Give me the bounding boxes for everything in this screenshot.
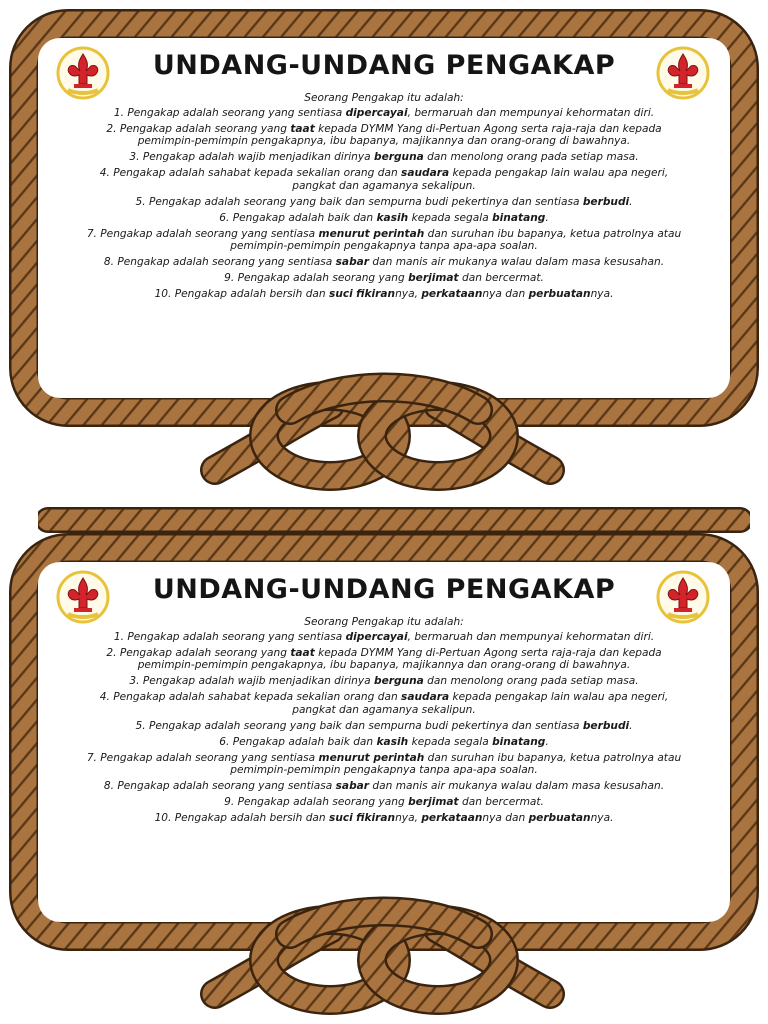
law-item <box>86 196 682 209</box>
law-text: . <box>629 195 633 208</box>
law-number: 4. <box>99 691 114 704</box>
law-keyword: perbuatan <box>528 288 591 301</box>
law-text: , bermaruah dan mempunyai kehormatan diri. <box>407 106 655 119</box>
law-text: Pengakap adalah seorang yang baik dan sempurna budi pekertinya dan sentiasa <box>148 719 583 732</box>
law-keyword: berjimat <box>408 272 459 285</box>
law-text: Pengakap adalah seorang yang sentiasa <box>127 106 346 119</box>
law-list <box>86 631 682 825</box>
scout-law-card-top <box>0 0 768 500</box>
law-text: dan menolong orang pada setiap masa. <box>423 675 639 688</box>
law-number: 6. <box>219 211 233 224</box>
scout-law-card-bottom <box>0 524 768 1024</box>
page-title: UNDANG-UNDANG PENGAKAP <box>152 50 616 81</box>
law-item <box>86 167 682 192</box>
law-keyword: binatang <box>492 735 546 748</box>
law-number: 9. <box>224 796 238 809</box>
law-text-block <box>86 616 682 828</box>
law-keyword: perkataan <box>421 812 483 825</box>
law-item <box>86 675 682 688</box>
law-number: 6. <box>219 735 233 748</box>
law-number: 1. <box>113 106 128 119</box>
law-text: dan bercermat. <box>458 796 544 809</box>
law-keyword: perbuatan <box>528 812 591 825</box>
law-keyword: dipercayai <box>345 630 408 643</box>
law-text: dan menolong orang pada setiap masa. <box>423 151 639 164</box>
law-intro: Seorang Pengakap itu adalah: <box>304 616 464 628</box>
law-item <box>86 272 682 285</box>
law-item <box>86 647 682 672</box>
law-text: . <box>629 719 633 732</box>
law-item <box>86 720 682 733</box>
law-item <box>86 212 682 225</box>
law-text: kepada pengakap lain walau apa negeri, pangkat dan agamanya sekalipun. <box>292 167 669 192</box>
law-text: dan bercermat. <box>458 272 544 285</box>
law-number: 2. <box>106 646 120 659</box>
law-text: dan manis air mukanya walau dalam masa kesusahan. <box>369 256 665 269</box>
law-text: Pengakap adalah baik dan <box>232 735 377 748</box>
law-keyword: binatang <box>492 211 546 224</box>
law-number: 10. <box>154 812 175 825</box>
law-number: 7. <box>86 751 101 764</box>
law-text: Pengakap adalah wajib menjadikan dirinya <box>142 675 374 688</box>
law-number: 2. <box>106 122 120 135</box>
law-text: nya, <box>395 812 422 825</box>
law-number: 3. <box>129 675 143 688</box>
law-text: . <box>545 211 549 224</box>
law-keyword: menurut perintah <box>318 227 425 240</box>
law-number: 8. <box>103 256 118 269</box>
law-number: 10. <box>154 288 175 301</box>
law-text: Pengakap adalah seorang yang sentiasa <box>117 256 336 269</box>
law-text: Pengakap adalah wajib menjadikan dirinya <box>142 151 374 164</box>
law-item <box>86 796 682 809</box>
law-keyword: berjimat <box>408 796 459 809</box>
law-text: Pengakap adalah seorang yang sentiasa <box>117 780 336 793</box>
law-keyword: suci <box>329 288 353 301</box>
law-item <box>86 631 682 644</box>
law-keyword: fikiran <box>356 812 396 825</box>
law-number: 5. <box>135 719 149 732</box>
law-text: kepada pengakap lain walau apa negeri, pangkat dan agamanya sekalipun. <box>292 691 669 716</box>
law-list <box>86 107 682 301</box>
law-text: , bermaruah dan mempunyai kehormatan diri. <box>407 630 655 643</box>
law-number: 8. <box>103 780 118 793</box>
law-item <box>86 256 682 269</box>
law-text: Pengakap adalah seorang yang baik dan sempurna budi pekertinya dan sentiasa <box>148 195 583 208</box>
law-number: 3. <box>129 151 143 164</box>
law-item <box>86 123 682 148</box>
law-number: 5. <box>135 195 149 208</box>
law-text: dan suruhan ibu bapanya, ketua patrolnya atau pemimpin-pemimpin pengakapnya tanpa apa-apa soalan. <box>230 227 682 253</box>
law-number: 1. <box>113 630 128 643</box>
law-number: 9. <box>224 272 238 285</box>
law-text: Pengakap adalah seorang yang <box>237 272 409 285</box>
law-keyword: berbudi <box>582 195 630 208</box>
law-item <box>86 288 682 301</box>
law-number: 4. <box>99 167 114 180</box>
law-text: kepada DYMM Yang di-Pertuan Agong serta raja-raja dan kepada pemimpin-pemimpin pengakapnya, ibu bapanya, majikannya dan orang-orang di bawahnya. <box>137 122 662 148</box>
law-text: Pengakap adalah bersih dan <box>174 812 330 825</box>
law-text: Pengakap adalah sahabat kepada sekalian orang dan <box>113 167 402 180</box>
law-item <box>86 691 682 716</box>
law-text: Pengakap adalah bersih dan <box>174 288 330 301</box>
law-item <box>86 812 682 825</box>
law-keyword: berbudi <box>582 719 630 732</box>
law-text: kepada segala <box>408 211 493 224</box>
law-text: Pengakap adalah seorang yang <box>119 122 291 135</box>
law-item <box>86 780 682 793</box>
law-item <box>86 752 682 777</box>
law-text: nya dan <box>482 812 529 825</box>
law-keyword: sabar <box>335 256 370 269</box>
law-number: 7. <box>86 227 101 240</box>
law-item <box>86 151 682 164</box>
law-keyword: berguna <box>373 675 424 688</box>
law-keyword: kasih <box>376 211 409 224</box>
law-text: kepada segala <box>408 735 493 748</box>
law-keyword: sabar <box>335 780 370 793</box>
law-text: . <box>545 735 549 748</box>
law-keyword: saudara <box>401 691 450 704</box>
law-keyword: fikiran <box>356 288 396 301</box>
page-title: UNDANG-UNDANG PENGAKAP <box>152 574 616 605</box>
law-item <box>86 736 682 749</box>
law-text: nya. <box>590 812 614 825</box>
law-text: dan manis air mukanya walau dalam masa kesusahan. <box>369 780 665 793</box>
law-keyword: perkataan <box>421 288 483 301</box>
law-text: nya. <box>590 288 614 301</box>
law-text: Pengakap adalah seorang yang sentiasa <box>100 227 319 240</box>
law-text-block <box>86 92 682 304</box>
law-text: nya dan <box>482 288 529 301</box>
law-text: Pengakap adalah seorang yang <box>237 796 409 809</box>
law-text: Pengakap adalah seorang yang sentiasa <box>127 630 346 643</box>
law-keyword: taat <box>290 122 315 135</box>
law-intro: Seorang Pengakap itu adalah: <box>304 92 464 104</box>
law-text: Pengakap adalah baik dan <box>232 211 377 224</box>
law-keyword: kasih <box>376 735 409 748</box>
law-keyword: berguna <box>373 151 424 164</box>
law-keyword: suci <box>329 812 353 825</box>
law-keyword: taat <box>290 646 315 659</box>
law-keyword: menurut perintah <box>318 751 425 764</box>
law-text: dan suruhan ibu bapanya, ketua patrolnya atau pemimpin-pemimpin pengakapnya tanpa apa-apa soalan. <box>230 751 682 777</box>
law-text: Pengakap adalah seorang yang <box>119 646 291 659</box>
law-item <box>86 107 682 120</box>
law-text: Pengakap adalah sahabat kepada sekalian orang dan <box>113 691 402 704</box>
law-item <box>86 228 682 253</box>
law-text: kepada DYMM Yang di-Pertuan Agong serta raja-raja dan kepada pemimpin-pemimpin pengakapnya, ibu bapanya, majikannya dan orang-orang di bawahnya. <box>137 646 662 672</box>
law-text: Pengakap adalah seorang yang sentiasa <box>100 751 319 764</box>
law-text: nya, <box>395 288 422 301</box>
law-keyword: dipercayai <box>345 106 408 119</box>
law-keyword: saudara <box>401 167 450 180</box>
